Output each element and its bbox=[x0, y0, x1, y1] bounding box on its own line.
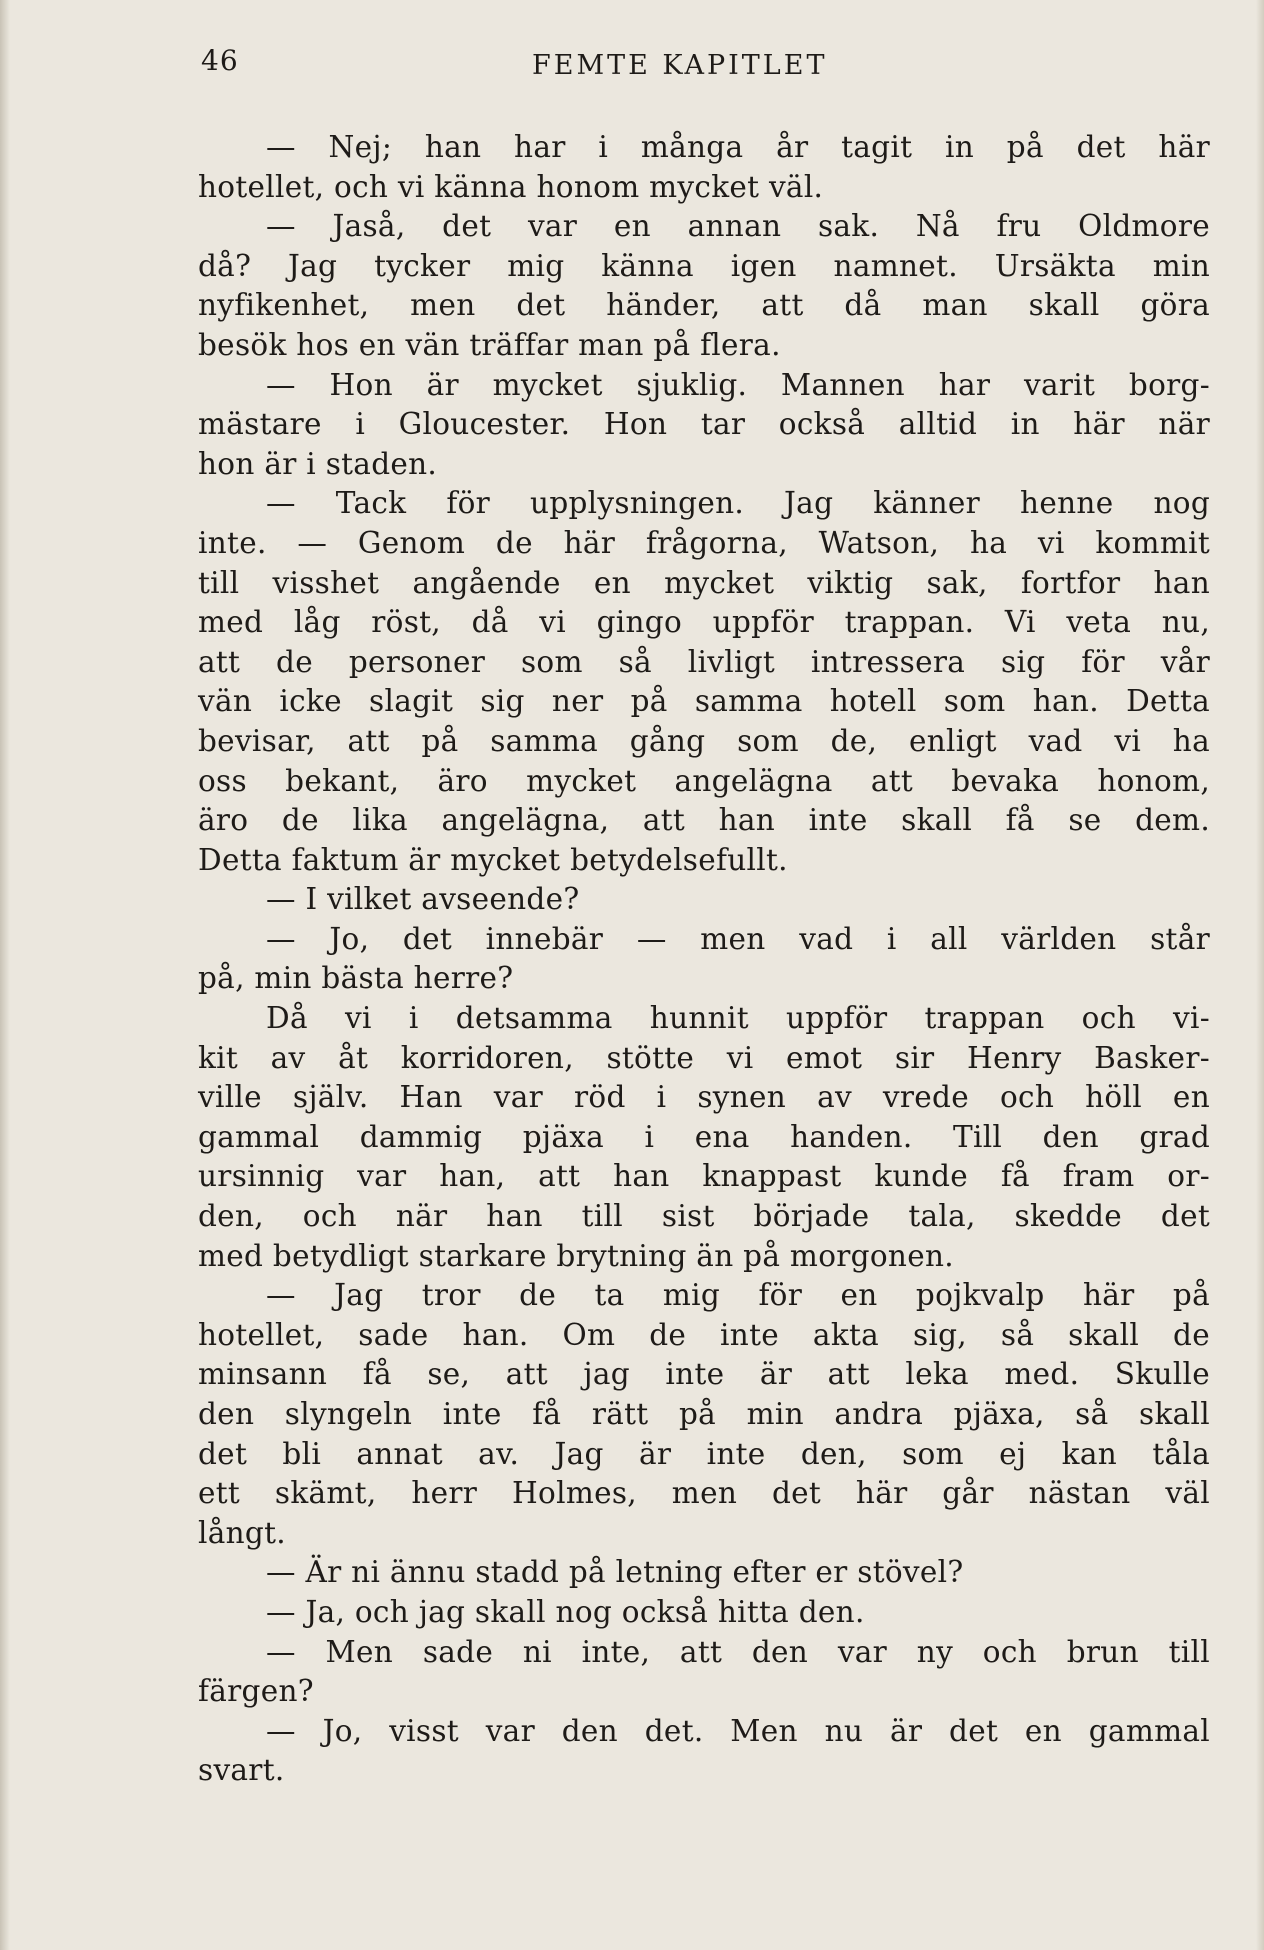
text-line: Detta faktum är mycket betydelsefullt. bbox=[198, 842, 788, 877]
text-line: svart. bbox=[198, 1753, 285, 1788]
text-line: — Jo, det innebär — men vad i all världen står bbox=[266, 921, 1210, 956]
text-line: — Jo, visst var den det. Men nu är det en gammal bbox=[266, 1713, 1210, 1748]
text-line: inte. — Genom de här frågorna, Watson, ha vi kommit bbox=[198, 525, 1210, 560]
body-text bbox=[198, 128, 1210, 1791]
text-line: den, och när han till sist började tala, skedde det bbox=[198, 1199, 1210, 1234]
text-line: bevisar, att på samma gång som de, enligt vad vi ha bbox=[198, 723, 1210, 758]
text-line: den slyngeln inte få rätt på min andra pjäxa, så skall bbox=[198, 1397, 1210, 1431]
text-line: kit av åt korridoren, stötte vi emot sir Henry Basker- bbox=[198, 1040, 1210, 1075]
text-line: att de personer som så livligt intressera sig för vår bbox=[198, 644, 1210, 679]
page-number: 46 bbox=[201, 44, 239, 77]
text-line: ett skämt, herr Holmes, men det här går nästan väl bbox=[198, 1476, 1210, 1511]
text-line: ursinnig var han, att han knappast kunde få fram or- bbox=[198, 1159, 1210, 1194]
text-line: det bli annat av. Jag är inte den, som ej kan tåla bbox=[198, 1436, 1210, 1471]
text-line: med låg röst, då vi gingo uppför trappan. Vi veta nu, bbox=[198, 605, 1210, 640]
text-line: färgen? bbox=[198, 1674, 314, 1709]
text-line: vän icke slagit sig ner på samma hotell som han. Detta bbox=[198, 684, 1210, 719]
text-line: minsann få se, att jag inte är att leka med. Skulle bbox=[198, 1357, 1210, 1392]
page-header bbox=[186, 44, 1216, 94]
running-title: FEMTE KAPITLET bbox=[532, 50, 828, 81]
text-line: på, min bästa herre? bbox=[198, 961, 514, 996]
text-line: — Ja, och jag skall nog också hitta den. bbox=[266, 1594, 865, 1629]
text-line: hon är i staden. bbox=[198, 446, 438, 481]
text-line: — I vilket avseende? bbox=[266, 882, 580, 917]
text-line: långt. bbox=[198, 1515, 286, 1550]
text-line: Då vi i detsamma hunnit uppför trappan och vi- bbox=[266, 1001, 1210, 1036]
text-line: med betydligt starkare brytning än på morgonen. bbox=[198, 1238, 954, 1273]
text-line: hotellet, sade han. Om de inte akta sig, så skall de bbox=[198, 1317, 1210, 1352]
text-line: — Jaså, det var en annan sak. Nå fru Oldmore bbox=[266, 209, 1210, 244]
page-outer-edge bbox=[1256, 0, 1264, 1950]
text-line: — Tack för upplysningen. Jag känner henne nog bbox=[266, 486, 1210, 521]
text-line: — Hon är mycket sjuklig. Mannen har varit borg- bbox=[266, 367, 1210, 402]
text-line: nyfikenhet, men det händer, att då man skall göra bbox=[198, 288, 1210, 323]
text-line: mästare i Gloucester. Hon tar också alltid in här när bbox=[198, 407, 1210, 442]
text-line: — Är ni ännu stadd på letning efter er stövel? bbox=[266, 1555, 964, 1590]
text-line: ville själv. Han var röd i synen av vrede och höll en bbox=[198, 1080, 1210, 1115]
text-line: då? Jag tycker mig känna igen namnet. Ursäkta min bbox=[198, 248, 1210, 283]
text-line: gammal dammig pjäxa i ena handen. Till den grad bbox=[198, 1119, 1210, 1154]
text-line: till visshet angående en mycket viktig sak, fortfor han bbox=[198, 565, 1210, 600]
text-line: — Men sade ni inte, att den var ny och brun till bbox=[266, 1634, 1210, 1669]
page-binding-edge bbox=[0, 0, 10, 1950]
text-line: — Jag tror de ta mig för en pojkvalp här på bbox=[266, 1278, 1210, 1313]
text-line: äro de lika angelägna, att han inte skall få se dem. bbox=[198, 803, 1210, 838]
text-line: — Nej; han har i många år tagit in på det här bbox=[266, 130, 1210, 164]
text-line: hotellet, och vi känna honom mycket väl. bbox=[198, 169, 824, 204]
text-line: besök hos en vän träffar man på flera. bbox=[198, 327, 781, 362]
text-line: oss bekant, äro mycket angelägna att bevaka honom, bbox=[198, 763, 1210, 798]
